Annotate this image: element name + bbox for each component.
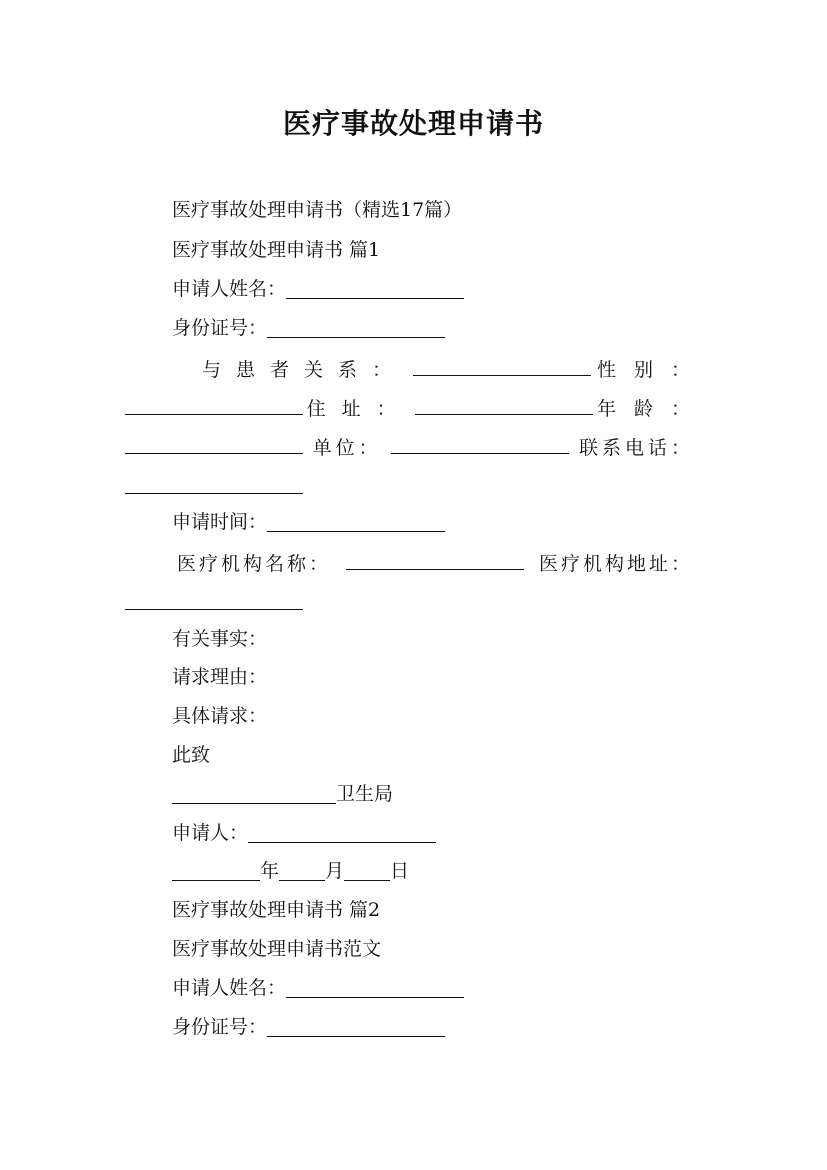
- applicant-sign-label: 申请人：: [172, 822, 249, 844]
- address-blank[interactable]: [415, 394, 593, 415]
- year-label: 年: [260, 860, 280, 882]
- applicant-name-label-2: 申请人姓名：: [172, 977, 287, 999]
- phone-blank[interactable]: [125, 473, 303, 494]
- applicant-sign-blank[interactable]: [248, 822, 436, 843]
- phone-blank-row: [125, 472, 303, 496]
- month-label: 月: [325, 860, 345, 882]
- address-label: 住址：: [306, 398, 412, 420]
- month-blank[interactable]: [279, 860, 325, 881]
- facts-label: 有关事实：: [172, 628, 268, 650]
- applicant-sign-row: [172, 821, 436, 845]
- year-blank[interactable]: [172, 860, 260, 881]
- day-label: 日: [390, 860, 410, 882]
- section-heading-1: 医疗事故处理申请书 篇1: [172, 239, 381, 261]
- phone-label: 联系电话：: [578, 437, 694, 459]
- subtitle-line: 医疗事故处理申请书（精选17篇）: [172, 199, 463, 221]
- applicant-name-row: [172, 277, 464, 301]
- applicant-name-blank-2[interactable]: [286, 977, 464, 998]
- unit-label: 单位：: [312, 437, 382, 459]
- apply-time-row: [172, 510, 445, 534]
- section-heading-2: 医疗事故处理申请书 篇2: [172, 899, 381, 921]
- applicant-name-blank[interactable]: [286, 278, 464, 299]
- day-blank[interactable]: [344, 860, 390, 881]
- date-row: [172, 859, 409, 883]
- requests-label: 具体请求：: [172, 705, 268, 727]
- relation-gender-row: [202, 355, 708, 382]
- id-number-row: [172, 316, 445, 340]
- regards-text: 此致: [172, 744, 211, 766]
- age-label: 年龄：: [596, 398, 708, 420]
- apply-time-blank[interactable]: [267, 511, 445, 532]
- applicant-name-row-2: [172, 976, 464, 1000]
- bureau-label: 卫生局: [336, 783, 394, 805]
- org-address-blank[interactable]: [125, 589, 303, 610]
- relation-blank[interactable]: [413, 355, 591, 376]
- sample-heading: 医疗事故处理申请书范文: [172, 938, 382, 960]
- apply-time-label: 申请时间：: [172, 511, 268, 533]
- gender-label: 性别：: [596, 359, 708, 381]
- address-age-row: [125, 394, 708, 421]
- document-title: 医疗事故处理申请书: [282, 107, 544, 140]
- unit-phone-row: [125, 433, 694, 460]
- applicant-name-label: 申请人姓名：: [172, 278, 287, 300]
- bureau-row: [172, 782, 393, 806]
- bureau-blank[interactable]: [172, 783, 336, 804]
- org-address-blank-row: [125, 588, 303, 612]
- org-row: [177, 549, 693, 576]
- id-number-label-2: 身份证号：: [172, 1016, 268, 1038]
- id-number-row-2: [172, 1015, 445, 1039]
- unit-blank[interactable]: [391, 433, 569, 454]
- age-blank[interactable]: [125, 433, 303, 454]
- gender-blank[interactable]: [125, 394, 303, 415]
- id-number-blank[interactable]: [267, 317, 445, 338]
- relation-label: 与患者关系：: [202, 359, 407, 381]
- reasons-label: 请求理由：: [172, 666, 268, 688]
- id-number-label: 身份证号：: [172, 317, 268, 339]
- id-number-blank-2[interactable]: [267, 1016, 445, 1037]
- org-name-label: 医疗机构名称：: [177, 553, 332, 575]
- org-name-blank[interactable]: [346, 549, 524, 570]
- org-address-label: 医疗机构地址：: [538, 553, 693, 575]
